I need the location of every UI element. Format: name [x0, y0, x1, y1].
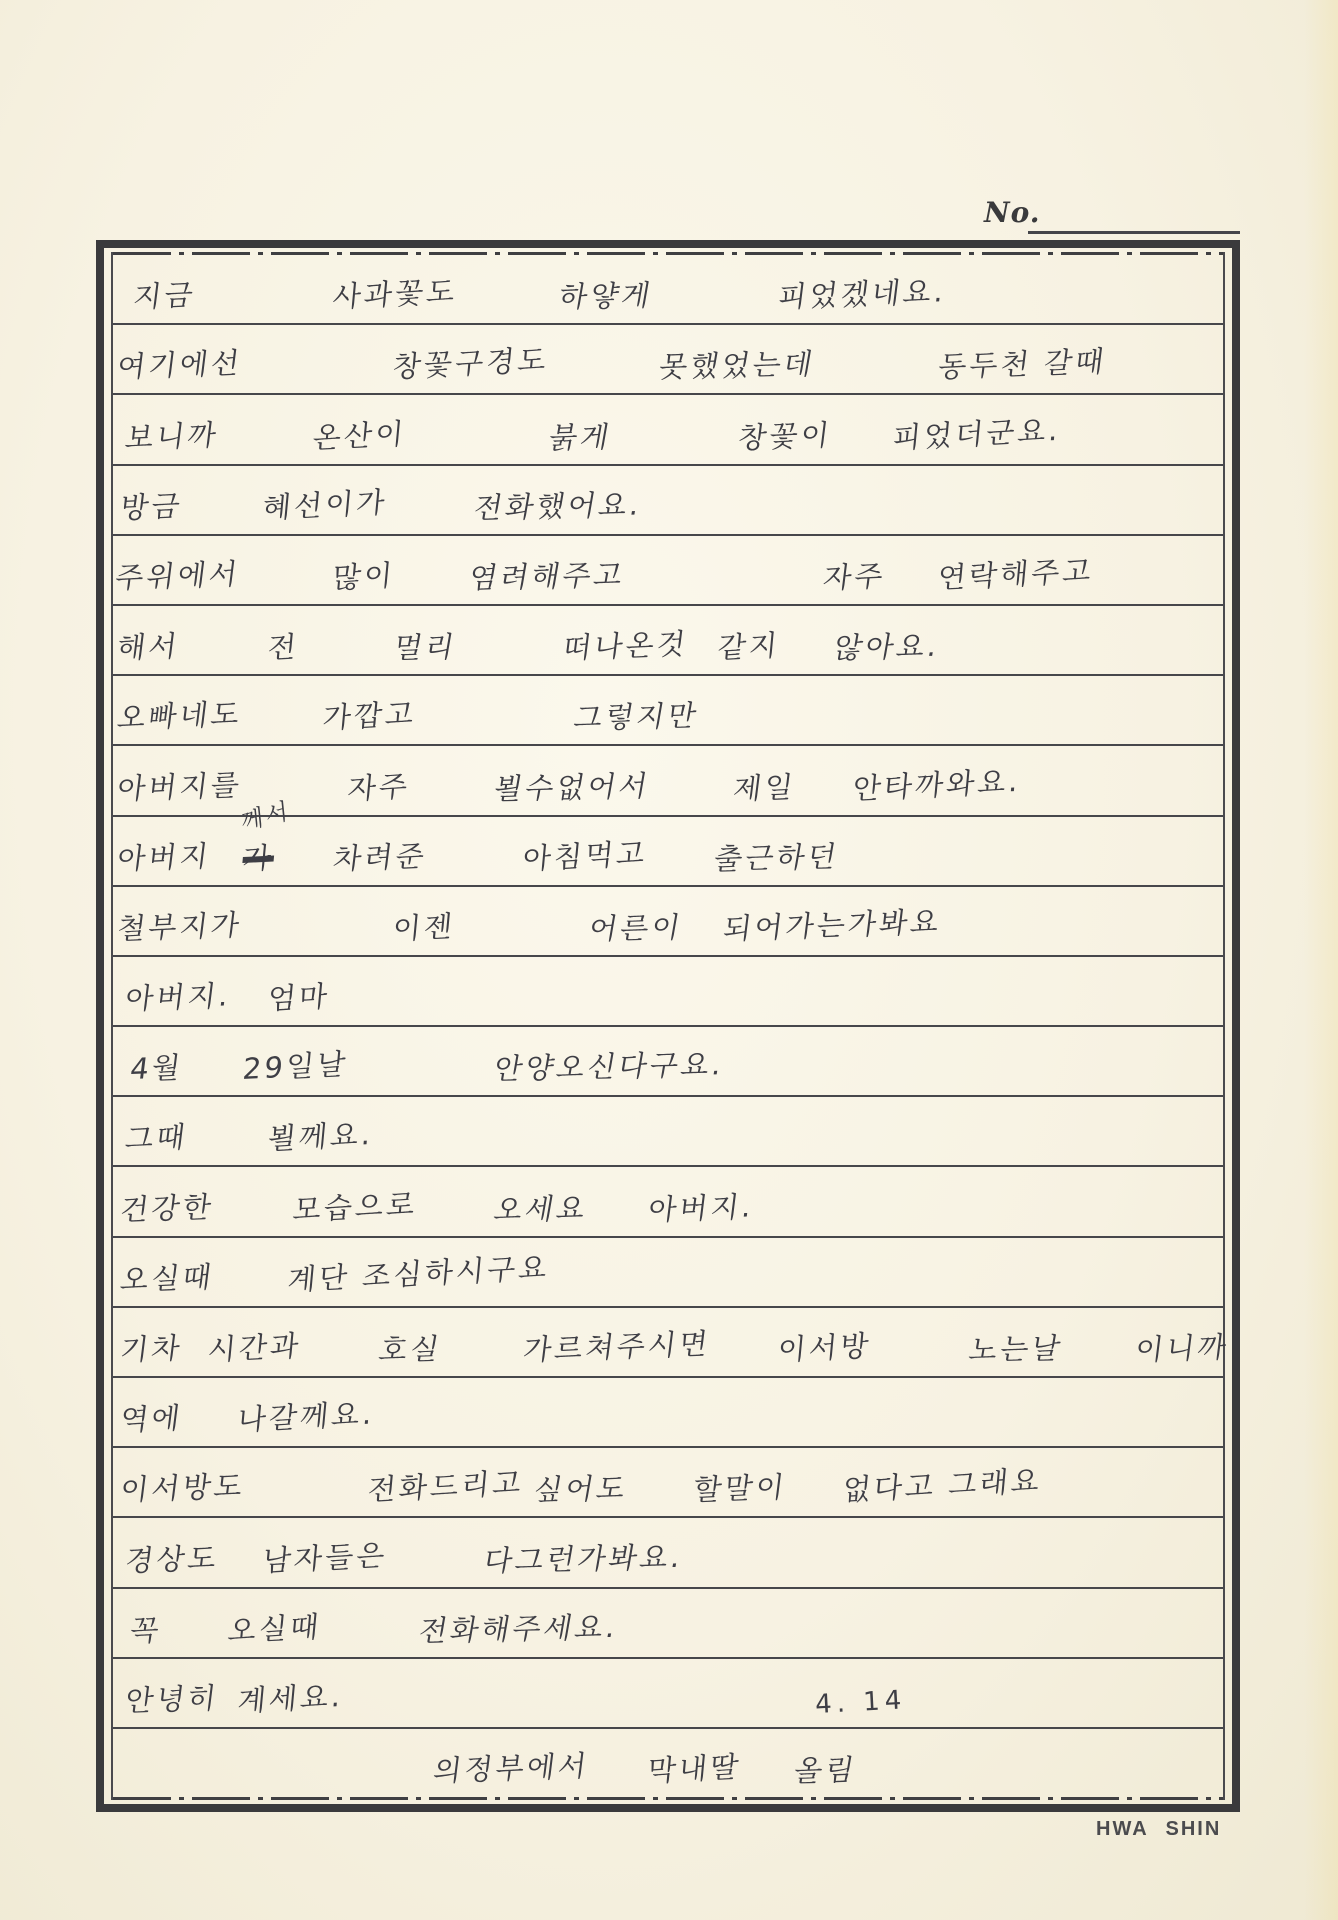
handwritten-word: 창꽃구경도	[391, 342, 551, 385]
handwritten-word: 하얗게	[556, 278, 656, 315]
letter-row	[113, 1097, 1223, 1167]
handwritten-word: 다그런가봐요.	[481, 1539, 687, 1578]
handwritten-word: 철부지가	[115, 907, 245, 946]
handwritten-word: 해서	[115, 628, 182, 666]
handwritten-word: 피었겠네요.	[776, 274, 949, 315]
handwritten-word: 멀리	[391, 629, 460, 666]
handwritten-word: 지금	[131, 278, 198, 315]
handwritten-word: 안타까와요.	[851, 763, 1023, 806]
handwritten-word: 역에	[118, 1401, 185, 1438]
letter-row	[113, 1167, 1223, 1237]
handwritten-word: 꼭	[128, 1612, 164, 1648]
handwritten-word: 못했었는데	[656, 347, 818, 385]
handwritten-word: 주위에서	[113, 556, 243, 595]
no-label: No.	[984, 196, 1041, 229]
letter-row	[113, 606, 1223, 676]
letter-row	[113, 1378, 1223, 1448]
handwritten-word: 오실때	[118, 1259, 216, 1297]
handwritten-word: 호실	[376, 1331, 445, 1368]
letter-row	[113, 957, 1223, 1027]
letter-row	[113, 255, 1223, 325]
handwritten-word: 이서방도	[118, 1469, 248, 1508]
handwritten-word: 붉게	[546, 419, 615, 455]
handwritten-word: 연락해주고	[936, 553, 1096, 595]
letter-row	[113, 1308, 1231, 1378]
handwritten-word: 아침먹고	[521, 835, 650, 876]
handwritten-word: 없다고 그래요	[841, 1463, 1044, 1508]
letter-row	[113, 1518, 1223, 1588]
handwritten-word: 어른이	[586, 909, 686, 946]
handwritten-word: 계세요.	[236, 1678, 346, 1718]
handwritten-word: 계단 조심하시구요	[286, 1250, 552, 1297]
handwritten-word: 그렇지만	[571, 698, 702, 736]
handwritten-word: 안양오신다구요.	[491, 1047, 728, 1087]
handwritten-word: 안녕히	[123, 1680, 221, 1718]
letter-row	[113, 797, 1223, 887]
handwritten-word: 이젠	[391, 908, 457, 946]
stationery-inner-border	[111, 252, 1231, 1800]
handwritten-word: 나갈께요.	[236, 1396, 377, 1438]
handwritten-word: 29일날	[241, 1047, 350, 1087]
handwritten-word: 할말이	[691, 1470, 789, 1508]
handwritten-word: 가르쳐주시면	[521, 1326, 713, 1368]
handwritten-word: 이니까	[1133, 1329, 1231, 1368]
letter-row	[113, 325, 1223, 395]
handwritten-word: 엄마	[266, 979, 332, 1017]
handwritten-word: 노는날	[966, 1331, 1066, 1368]
handwritten-word: 경상도	[123, 1540, 221, 1578]
handwritten-word: 올림	[791, 1752, 860, 1789]
handwritten-word: 제일	[731, 769, 798, 806]
handwritten-word: 오빠네도	[115, 697, 245, 736]
handwritten-word: 사과꽃도	[331, 274, 460, 315]
handwritten-word: 4월	[128, 1050, 186, 1087]
handwritten-word: 차려준	[331, 838, 429, 876]
handwritten-word: 출근하던	[711, 839, 842, 876]
handwritten-word: 동두천 갈때	[936, 344, 1109, 385]
stationery-brand: HWA SHIN	[1096, 1818, 1222, 1840]
handwritten-word: 전화했어요.	[471, 487, 646, 525]
handwritten-word: 기차	[118, 1330, 185, 1368]
handwritten-word: 아버지를	[115, 767, 245, 806]
letter-row	[113, 676, 1223, 746]
handwritten-word: 모습으로	[291, 1186, 420, 1227]
handwritten-word: 아버지.	[646, 1188, 757, 1227]
handwritten-word: 오세요	[491, 1190, 591, 1227]
handwritten-word: 께서	[240, 797, 292, 836]
handwritten-word: 가	[241, 840, 276, 876]
handwritten-word: 건강한	[118, 1189, 216, 1227]
handwritten-word: 전화드리고	[366, 1465, 526, 1508]
handwritten-word: 많이	[331, 557, 397, 595]
letter-row	[113, 1027, 1223, 1097]
no-underline	[1028, 231, 1240, 234]
letter-row	[113, 1448, 1223, 1518]
letter-row	[113, 887, 1223, 957]
handwritten-word: 의정부에서	[431, 1748, 592, 1789]
letter-row	[113, 395, 1223, 465]
handwritten-word: 아버지.	[123, 978, 234, 1017]
stationery-frame	[96, 240, 1240, 1812]
handwritten-word: 전화해주세요.	[416, 1609, 622, 1648]
handwritten-word: 않아요.	[831, 628, 943, 666]
letter-row	[113, 1238, 1223, 1308]
letter-rows	[113, 255, 1231, 1797]
handwritten-word: 염려해주고	[466, 557, 628, 595]
handwritten-word: 자주	[346, 768, 412, 806]
handwritten-word: 여기에선	[115, 346, 245, 385]
handwritten-word: 자주	[821, 558, 888, 595]
handwritten-word: 전	[266, 629, 301, 666]
handwritten-word: 가깝고	[321, 696, 418, 736]
handwritten-word: 피었더군요.	[891, 412, 1063, 455]
handwritten-word: 보니까	[123, 417, 221, 455]
handwritten-word: 창꽃이	[736, 417, 834, 455]
handwritten-word: 온산이	[311, 416, 408, 455]
letter-date: 4. 14	[814, 1685, 908, 1720]
handwritten-word: 뵐수없어서	[491, 768, 653, 806]
handwritten-word: 이서방	[776, 1328, 873, 1368]
handwritten-word: 되어가는가봐요	[721, 904, 944, 946]
letter-row	[113, 1729, 1223, 1797]
handwritten-word: 방금	[118, 488, 185, 525]
letter-row	[113, 466, 1223, 536]
handwritten-word: 그때	[123, 1120, 190, 1157]
letter-row	[113, 1659, 1223, 1729]
handwritten-word: 아버지	[115, 838, 213, 876]
handwritten-word: 혜선이가	[261, 484, 390, 525]
handwritten-word: 막내딸	[646, 1749, 743, 1789]
handwritten-word: 남자들은	[261, 1537, 390, 1578]
letter-row	[113, 1589, 1223, 1659]
handwritten-word: 같지	[716, 628, 782, 666]
handwritten-word: 뵐께요.	[266, 1117, 376, 1157]
handwritten-word: 오실때	[226, 1609, 323, 1648]
letter-row	[113, 536, 1223, 606]
handwritten-word: 싶어도	[531, 1471, 631, 1508]
handwritten-word: 시간과	[206, 1328, 303, 1368]
handwritten-word: 떠나온것	[561, 626, 691, 666]
